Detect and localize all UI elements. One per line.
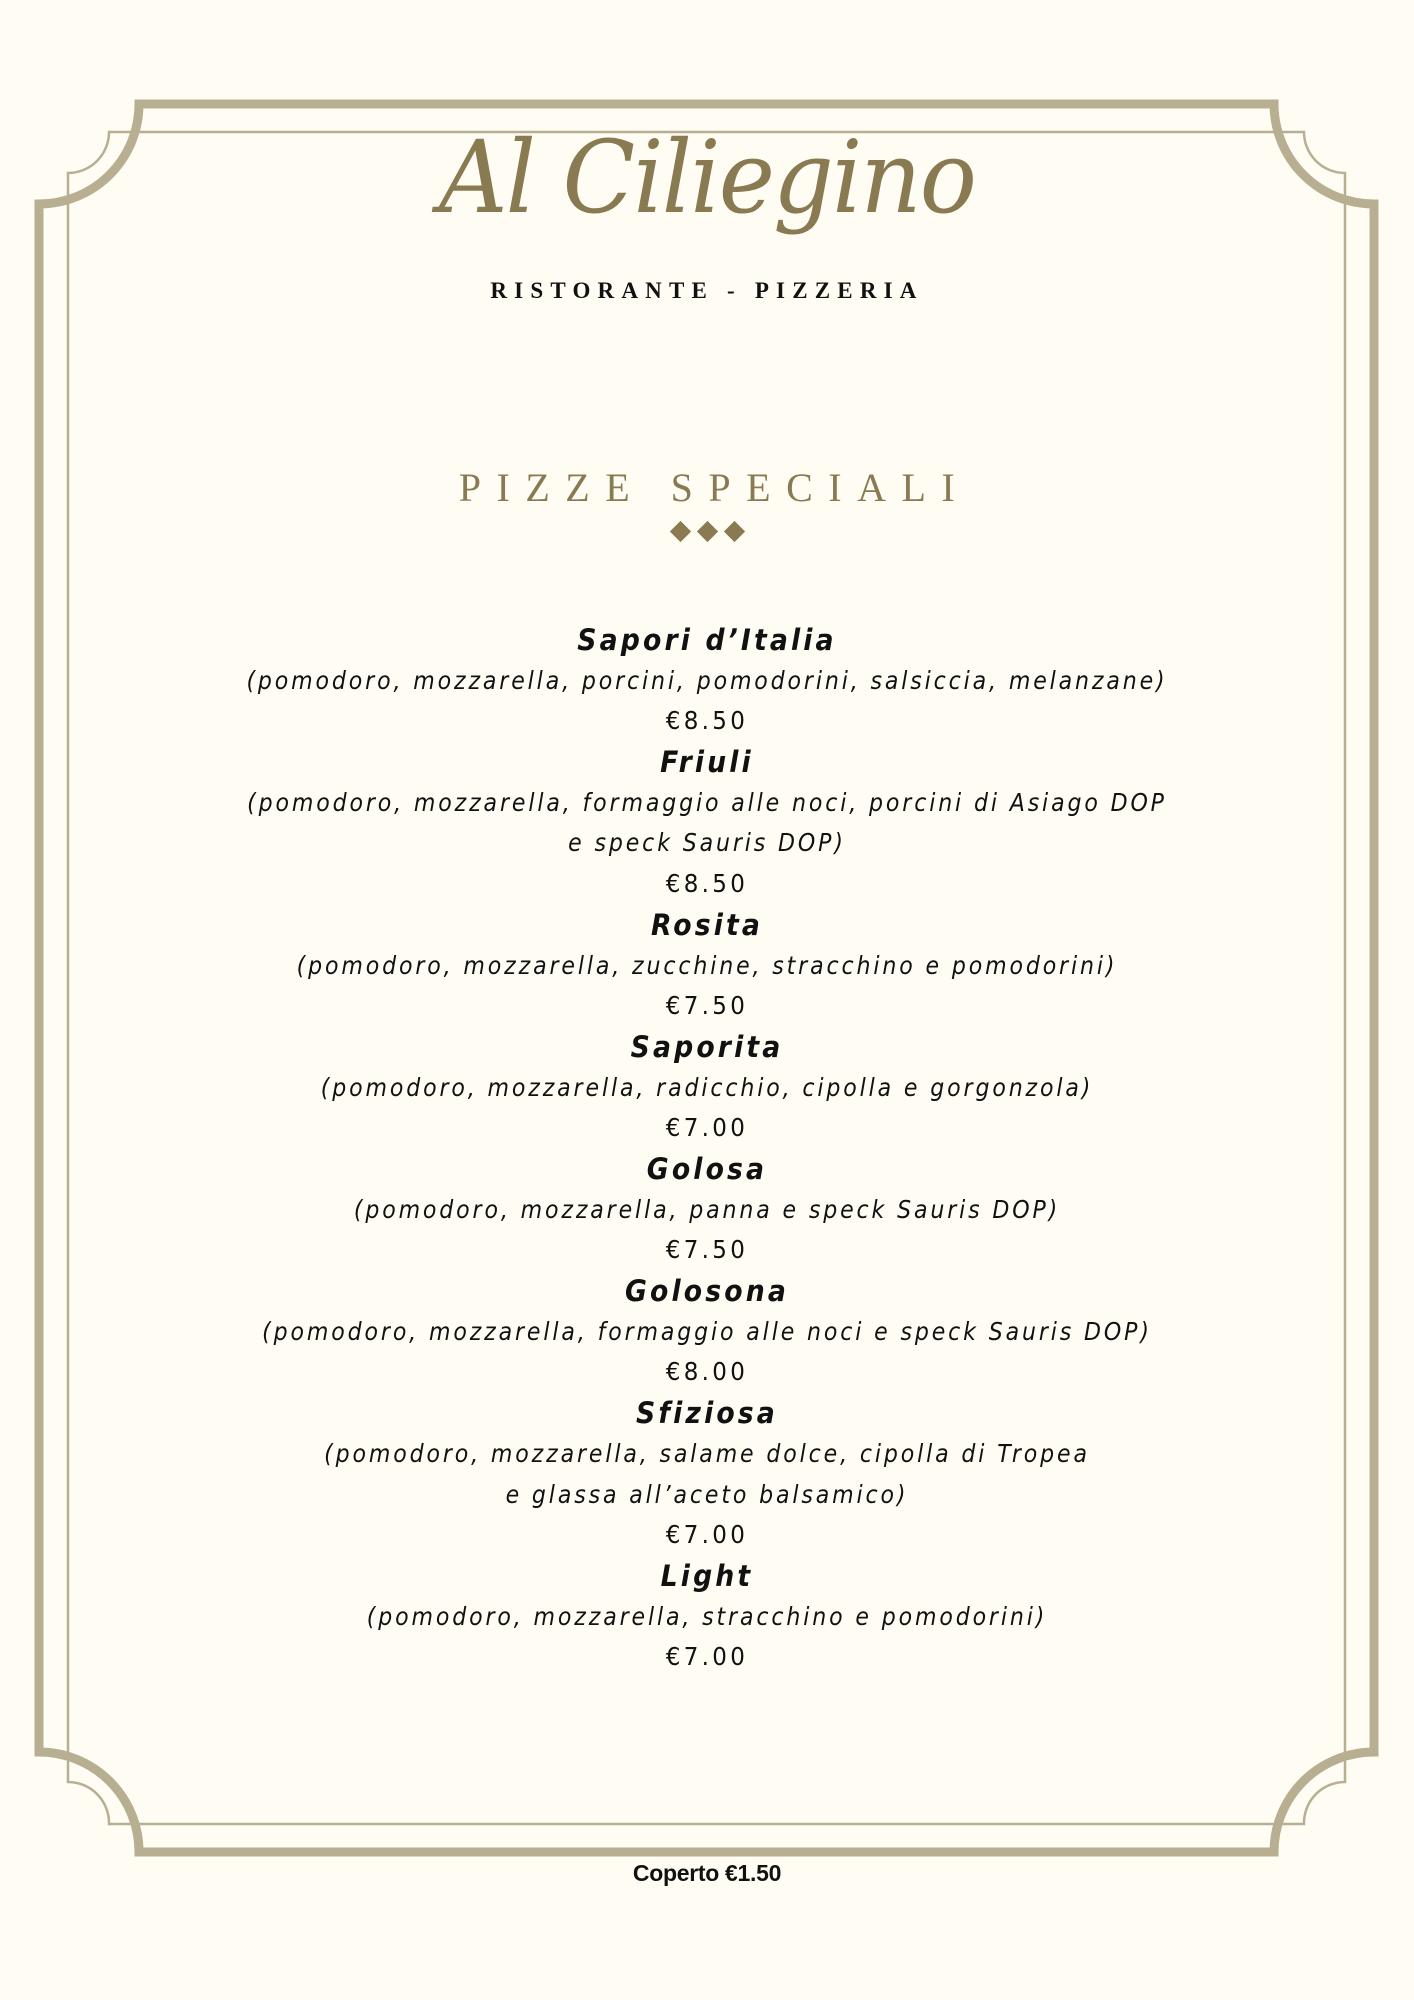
- menu-item-price: €8.50: [665, 706, 749, 736]
- menu-item-description: e speck Sauris DOP): [568, 828, 846, 858]
- pizza-menu-list: [0, 620, 1414, 1678]
- menu-item: [0, 1556, 1414, 1678]
- menu-item-name: Saporita: [630, 1029, 784, 1064]
- menu-item-description: (pomodoro, mozzarella, stracchino e pomodorini): [366, 1601, 1048, 1631]
- menu-item-name: Rosita: [650, 907, 764, 942]
- menu-item: [0, 742, 1414, 905]
- menu-item-price: €8.00: [665, 1357, 749, 1387]
- menu-item: [0, 905, 1414, 1027]
- diamond-icon: [723, 521, 744, 542]
- menu-item: [0, 1149, 1414, 1271]
- menu-item-description: (pomodoro, mozzarella, porcini, pomodorini, salsiccia, melanzane): [246, 665, 1168, 695]
- menu-item-description: e glassa all’aceto balsamico): [505, 1479, 909, 1509]
- menu-item: [0, 1027, 1414, 1149]
- menu-item-name: Sapori d’Italia: [577, 623, 837, 657]
- menu-item: [0, 620, 1414, 742]
- section-title: PIZZE SPECIALI: [458, 465, 971, 510]
- menu-item-name: Golosa: [646, 1152, 768, 1187]
- menu-item-description: (pomodoro, mozzarella, salame dolce, cipolla di Tropea: [324, 1438, 1090, 1468]
- menu-item-price: €7.00: [665, 1642, 749, 1672]
- diamond-icon: [696, 521, 717, 542]
- menu-item-price: €8.50: [665, 869, 749, 899]
- menu-item-price: €7.00: [665, 1113, 749, 1143]
- menu-item-name: Light: [660, 1558, 754, 1593]
- menu-item: [0, 1393, 1414, 1556]
- menu-item-price: €7.00: [665, 1520, 749, 1550]
- cover-charge: Coperto €1.50: [632, 1860, 782, 1886]
- menu-item-description: (pomodoro, mozzarella, zucchine, stracchino e pomodorini): [296, 950, 1118, 980]
- restaurant-logo: Al Ciliegino: [438, 119, 976, 236]
- menu-item-description: (pomodoro, mozzarella, radicchio, cipolla e gorgonzola): [320, 1072, 1094, 1102]
- menu-item-description: (pomodoro, mozzarella, formaggio alle noci, porcini di Asiago DOP: [247, 787, 1167, 817]
- menu-item-name: Golosona: [625, 1274, 789, 1309]
- menu-item-price: €7.50: [665, 991, 749, 1021]
- menu-item-name: Sfiziosa: [636, 1396, 778, 1431]
- menu-item-name: Friuli: [660, 745, 754, 780]
- menu-item-description: (pomodoro, mozzarella, panna e speck Sauris DOP): [353, 1194, 1061, 1224]
- menu-item-description: (pomodoro, mozzarella, formaggio alle noci e speck Sauris DOP): [262, 1316, 1152, 1346]
- diamond-ornament: [0, 524, 1414, 539]
- restaurant-subtitle: RISTORANTE - PIZZERIA: [490, 278, 924, 303]
- menu-item-price: €7.50: [665, 1235, 749, 1265]
- diamond-icon: [669, 521, 690, 542]
- menu-item: [0, 1271, 1414, 1393]
